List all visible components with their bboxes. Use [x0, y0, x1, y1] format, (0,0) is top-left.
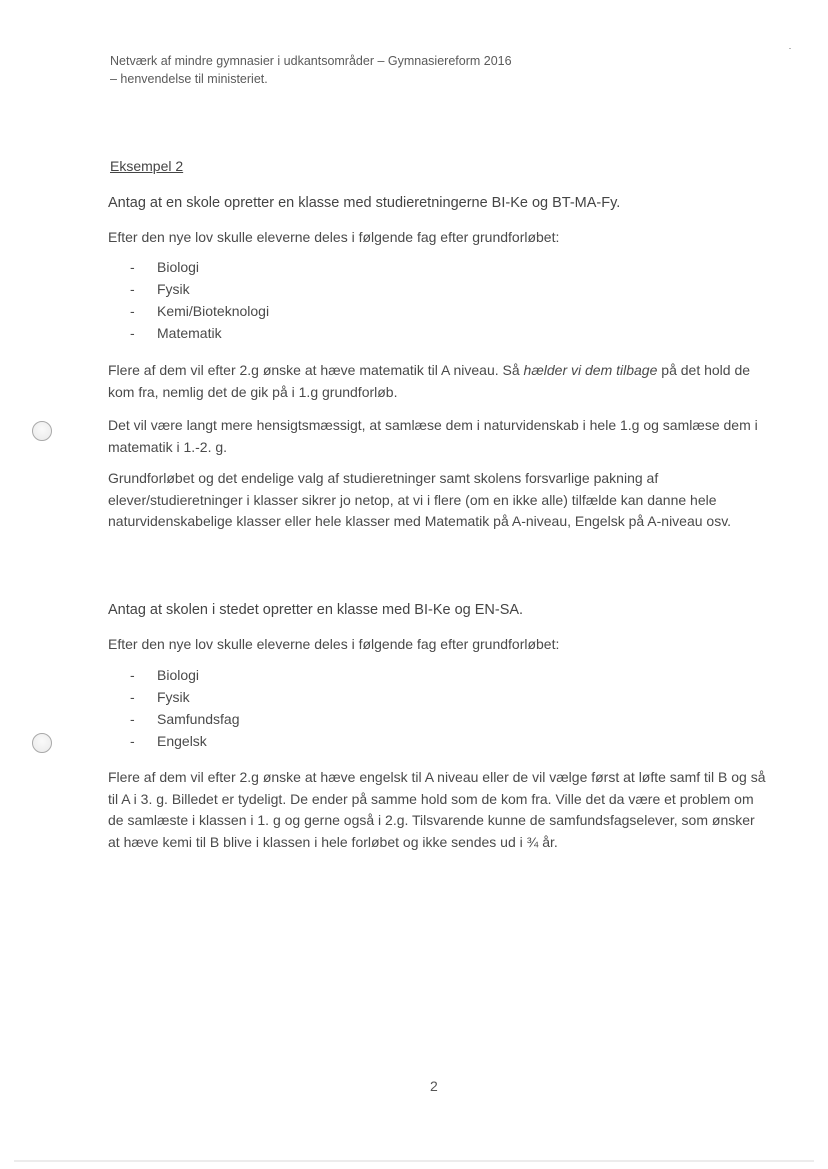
para1-emphasis: hælder vi dem tilbage — [523, 362, 658, 378]
list-item: - Biologi — [130, 256, 269, 278]
punch-hole-icon — [32, 421, 52, 441]
list-item: - Engelsk — [130, 730, 240, 752]
list-item: - Samfundsfag — [130, 708, 240, 730]
example2-subject-list — [130, 664, 240, 752]
header-line-2: – henvendelse til ministeriet. — [110, 72, 268, 86]
example1-paragraph-3: Grundforløbet og det endelige valg af studieretninger samt skolens forsvarlige pakning af elever/studieretninger i klasser sikrer jo netop, at vi i flere (om en ikke alle) tilfælde kan danne hele naturvidenskabelige klasser eller hele klasser med Matematik på A-niveau, Engelsk på A-niveau osv. — [108, 470, 732, 529]
example1-paragraph-2: Det vil være langt mere hensigtsmæssigt, at samlæse dem i naturvidenskab i hele 1.g og samlæse dem i matematik i 1.-2. g. — [108, 417, 758, 455]
page-header — [110, 52, 512, 88]
example-heading: Eksempel 2 — [110, 158, 184, 174]
example2-paragraph: Flere af dem vil efter 2.g ønske at hæve engelsk til A niveau eller de vil vælge først at løfte samf til B og så til A i 3. g. Billedet er tydeligt. De ender på samme hold som de kom fra. Ville det da være et problem om de samlæste i klassen i 1. g og gerne også i 2.g. Tilsvarende kunne de samfundsfagselever, som ønsker at hæve kemi til B blive i klassen i hele forløbet og ikke sendes ud i ¾ år. — [108, 769, 766, 850]
example1-lead: Efter den nye lov skulle eleverne deles i følgende fag efter grundforløbet: — [108, 229, 560, 245]
list-item: - Fysik — [130, 686, 240, 708]
example1-paragraph-1 — [108, 360, 768, 403]
example1-intro: Antag at en skole opretter en klasse med studieretningerne BI-Ke og BT-MA-Fy. — [108, 195, 621, 211]
example2-intro: Antag at skolen i stedet opretter en klasse med BI-Ke og EN-SA. — [108, 602, 524, 618]
page-number: 2 — [430, 1078, 438, 1094]
list-item: - Matematik — [130, 322, 269, 344]
example2-lead: Efter den nye lov skulle eleverne deles i følgende fag efter grundforløbet: — [108, 636, 560, 652]
scan-speck — [789, 48, 791, 49]
punch-hole-icon — [32, 733, 52, 753]
para1-end: på det hold de kom fra, nemlig det de gik på i 1.g grundforløb. — [108, 362, 751, 400]
example1-subject-list — [130, 256, 269, 344]
scan-edge — [14, 1160, 814, 1162]
list-item: - Biologi — [130, 664, 240, 686]
list-item: - Fysik — [130, 278, 269, 300]
header-line-1: Netværk af mindre gymnasier i udkantsområder – Gymnasiereform 2016 — [110, 54, 512, 68]
para1-start: Flere af dem vil efter 2.g ønske at hæve matematik til A niveau. Så — [108, 362, 524, 378]
list-item: - Kemi/Bioteknologi — [130, 300, 269, 322]
